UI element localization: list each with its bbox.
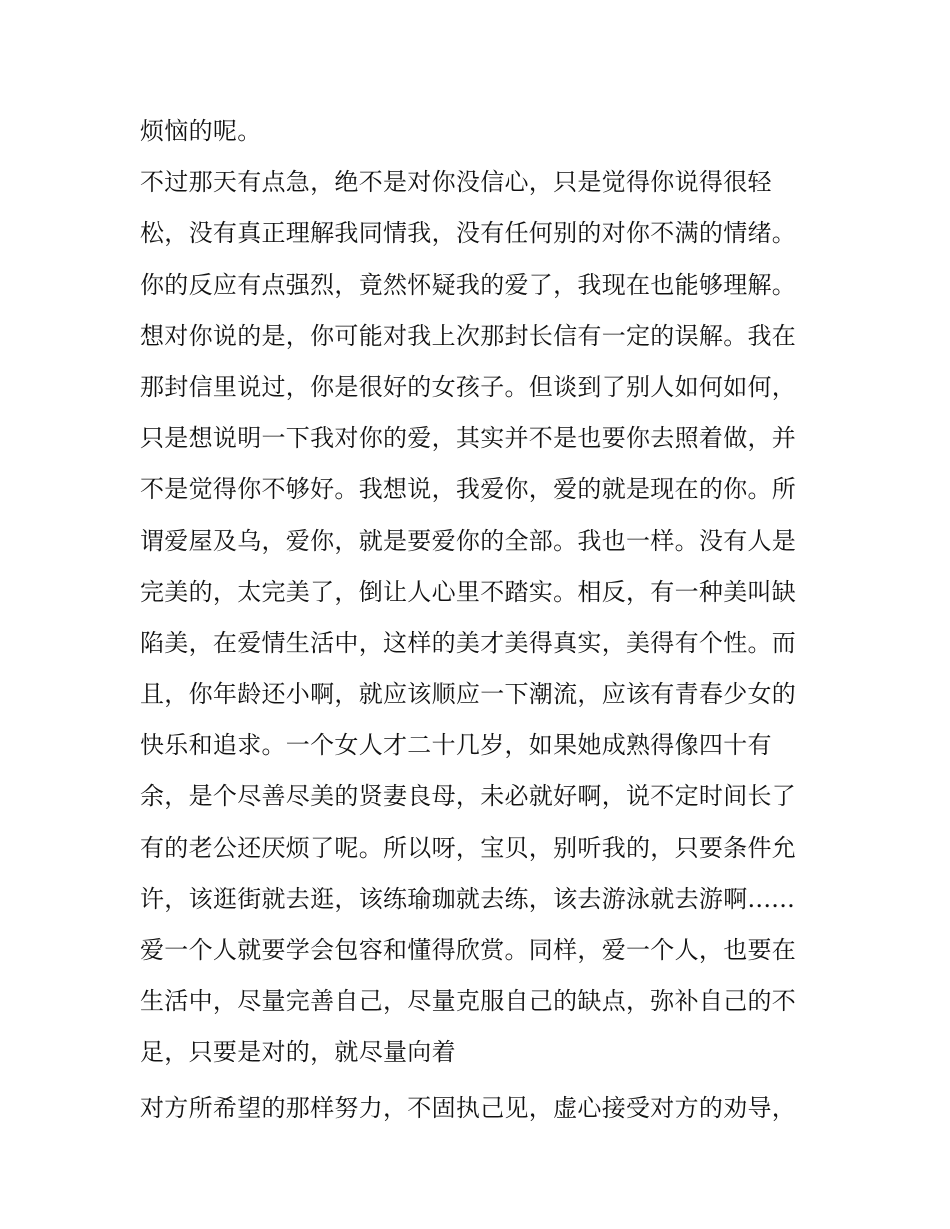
- text-line: 不过那天有点急，绝不是对你没信心，只是觉得你说得很轻: [140, 168, 772, 197]
- text-line: 有的老公还厌烦了呢。所以呀，宝贝，别听我的，只要条件允: [140, 833, 797, 862]
- text-line: 松，没有真正理解我同情我，没有任何别的对你不满的情绪。: [140, 219, 797, 248]
- letter-text: [140, 106, 820, 1134]
- text-line: 余，是个尽善尽美的贤妻良母，未必就好啊，说不定时间长了: [140, 782, 797, 811]
- text-line: 对方所希望的那样努力，不固执己见，虚心接受对方的劝导，: [140, 1093, 797, 1122]
- text-line: 快乐和追求。一个女人才二十几岁，如果她成熟得像四十有: [140, 731, 772, 760]
- text-line: 许，该逛街就去逛，该练瑜珈就去练，该去游泳就去游啊......: [140, 884, 796, 913]
- text-line: 足，只要是对的，就尽量向着: [140, 1038, 456, 1067]
- text-line: 烦恼的呢。: [140, 117, 262, 145]
- text-line: 不是觉得你不够好。我想说，我爱你，爱的就是现在的你。所: [140, 475, 797, 504]
- text-line: 完美的，太完美了，倒让人心里不踏实。相反，有一种美叫缺: [140, 577, 797, 606]
- text-line: 那封信里说过，你是很好的女孩子。但谈到了别人如何如何，: [140, 372, 797, 401]
- text-line: 生活中，尽量完善自己，尽量克服自己的缺点，弥补自己的不: [140, 987, 797, 1016]
- text-line: 陷美，在爱情生活中，这样的美才美得真实，美得有个性。而: [140, 628, 797, 657]
- text-line: 爱一个人就要学会包容和懂得欣赏。同样，爱一个人，也要在: [140, 936, 797, 964]
- text-line: 你的反应有点强烈，竟然怀疑我的爱了，我现在也能够理解。: [140, 270, 797, 299]
- text-line: 想对你说的是，你可能对我上次那封长信有一定的误解。我在: [140, 321, 797, 350]
- text-line: 谓爱屋及乌，爱你，就是要爱你的全部。我也一样。没有人是: [140, 526, 797, 555]
- text-line: 只是想说明一下我对你的爱，其实并不是也要你去照着做，并: [140, 424, 797, 453]
- text-line: 且，你年龄还小啊，就应该顺应一下潮流，应该有青春少女的: [140, 680, 797, 709]
